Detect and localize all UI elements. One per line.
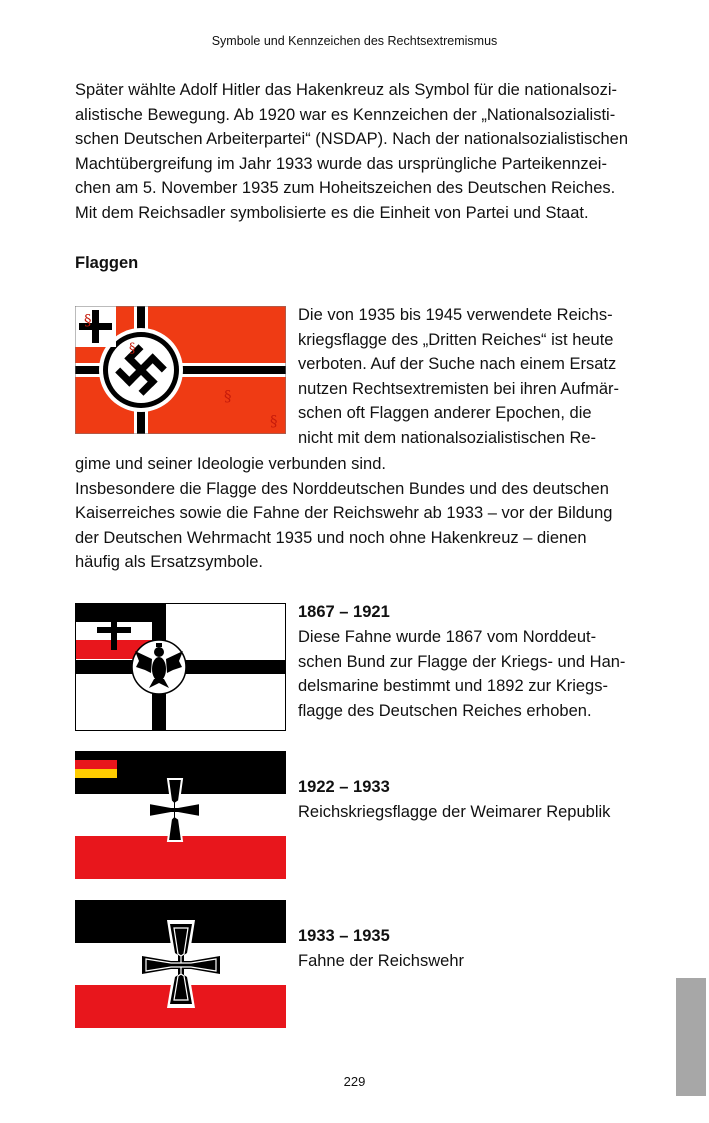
flag-years: 1867 – 1921 (298, 603, 390, 621)
wrap-line: gime und seiner Ideologie verbunden sind. (75, 455, 386, 473)
wrap-line: nutzen Rechtsextremisten bei ihren Aufmär- (298, 379, 619, 398)
flag-caption-line: flagge des Deutschen Reiches erhoben. (298, 701, 592, 720)
section-heading: Flaggen (75, 254, 139, 272)
wrap-line: verboten. Auf der Suche nach einem Ersatz (298, 355, 617, 373)
flag-caption-line: schen Bund zur Flagge der Kriegs- und Han- (298, 652, 626, 671)
reichskriegsflagge-weimar-image (75, 751, 286, 879)
intro-line: Machtübergreifung im Jahr 1933 wurde das ursprüngliche Parteikennzei- (75, 154, 607, 173)
thumb-index-tab (676, 978, 706, 1096)
flag-caption-line: Fahne der Reichswehr (298, 951, 464, 970)
paragraph-mark: § (224, 387, 232, 405)
wrap-line: schen oft Flaggen anderer Epochen, die (298, 404, 592, 422)
intro-line: Später wählte Adolf Hitler das Hakenkreuz als Symbol für die nationalsozi- (75, 81, 618, 99)
kriegsflagge-1867-image (75, 603, 286, 731)
wrap-line: Insbesondere die Flagge des Norddeutschen Bundes und des deutschen (75, 479, 609, 498)
wrap-line: häufig als Ersatzsymbole. (75, 553, 264, 571)
intro-line: chen am 5. November 1935 zum Hoheitszeichen des Deutschen Reiches. (75, 179, 616, 197)
flag-caption-line: Reichskriegsflagge der Weimarer Republik (298, 802, 611, 821)
flag-years: 1933 – 1935 (298, 927, 390, 945)
flag-caption-line: delsmarine bestimmt und 1892 zur Kriegs- (298, 677, 608, 695)
flag-caption-line: Diese Fahne wurde 1867 vom Norddeut- (298, 628, 597, 646)
flag-years: 1922 – 1933 (298, 778, 390, 796)
reichswehr-flag-image (75, 900, 286, 1028)
intro-line: alistische Bewegung. Ab 1920 war es Kennzeichen der „Nationalsozialisti- (75, 105, 616, 124)
intro-line: Mit dem Reichsadler symbolisierte es die Einheit von Partei und Staat. (75, 203, 589, 222)
paragraph-mark: § (84, 311, 92, 329)
running-header: Symbole und Kennzeichen des Rechtsextremismus (211, 34, 498, 48)
paragraph-mark: § (270, 412, 278, 430)
intro-line: schen Deutschen Arbeiterpartei“ (NSDAP). Nach der nationalsozialistischen (75, 130, 629, 148)
page-number: 229 (343, 1074, 366, 1089)
wrap-line: der Deutschen Wehrmacht 1935 und noch ohne Hakenkreuz – dienen (75, 528, 587, 547)
reichskriegsflagge-1935-image (75, 306, 286, 434)
wrap-line: kriegsflagge des „Dritten Reiches“ ist heute (298, 330, 614, 349)
wrap-line: Die von 1935 bis 1945 verwendete Reichs- (298, 306, 613, 324)
wrap-line: nicht mit dem nationalsozialistischen Re- (298, 428, 597, 447)
paragraph-mark: § (129, 341, 136, 356)
wrap-line: Kaiserreiches sowie die Fahne der Reichswehr ab 1933 – vor der Bildung (75, 504, 613, 522)
